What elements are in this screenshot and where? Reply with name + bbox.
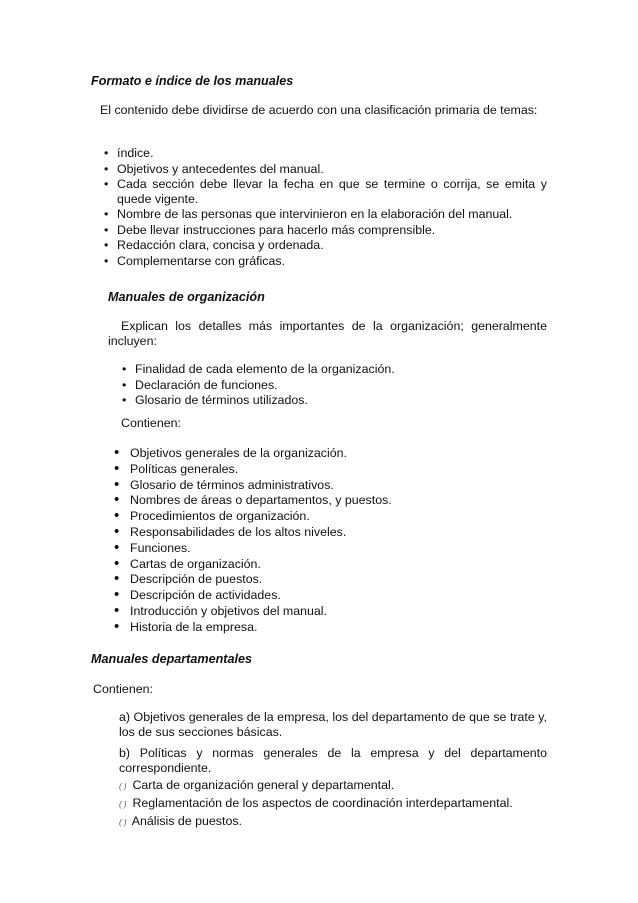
list-item: • Glosario de términos administrativos. — [130, 478, 547, 494]
checkbox-placeholder-icon: ( ) — [119, 818, 127, 827]
page-title: Formato e índice de los manuales — [91, 74, 294, 88]
list-item: • Objetivos generales de la organización. — [130, 446, 547, 462]
list-item: ( ) Carta de organización general y departamental. — [119, 777, 549, 795]
list-item: • Políticas generales. — [130, 462, 547, 478]
list-item: ( ) Análisis de puestos. — [119, 813, 549, 831]
list-item: • Declaración de funciones. — [135, 378, 547, 394]
list-item: • Finalidad de cada elemento de la organización. — [135, 362, 547, 378]
list-item: • Procedimientos de organización. — [130, 509, 547, 525]
list-item: • Descripción de puestos. — [130, 572, 547, 588]
organizacion-intro: Explican los detalles más importantes de la organización; generalmente incluyen: — [108, 319, 547, 348]
list-item: • Responsabilidades de los altos niveles. — [130, 525, 547, 541]
list-item: • Complementarse con gráficas. — [117, 254, 547, 270]
list-item: • Redacción clara, concisa y ordenada. — [117, 238, 547, 254]
list-item: • Descripción de actividades. — [130, 588, 547, 604]
list-item: • Cada sección debe llevar la fecha en que se termine o corrija, se emita y quede vigente. — [117, 177, 547, 207]
list-item: • Historia de la empresa. — [130, 620, 547, 636]
list-item: • Glosario de términos utilizados. — [135, 393, 547, 409]
dept-sub-list — [119, 777, 549, 831]
list-item: • Objetivos y antecedentes del manual. — [117, 162, 547, 178]
list-item: • Nombre de las personas que intervinieron en la elaboración del manual. — [117, 207, 547, 223]
list-item: • Nombres de áreas o departamentos, y puestos. — [130, 493, 547, 509]
intro-list — [117, 146, 547, 270]
organizacion-list — [135, 362, 547, 409]
dept-contienen-label: Contienen: — [93, 682, 153, 696]
section-heading-departamentales: Manuales departamentales — [91, 652, 252, 666]
dept-item-a: a) Objetivos generales de la empresa, los del departamento de que se trate y, los de sus secciones básicas. — [119, 710, 547, 739]
list-item: • índice. — [117, 146, 547, 162]
intro-paragraph: El contenido debe dividirse de acuerdo con una clasificación primaria de temas: — [100, 103, 538, 117]
dept-item-b: b) Políticas y normas generales de la empresa y del departamento correspondiente. — [119, 746, 547, 775]
checkbox-placeholder-icon: ( ) — [119, 800, 127, 809]
list-item: • Funciones. — [130, 541, 547, 557]
list-item: ( ) Reglamentación de los aspectos de coordinación interdepartamental. — [119, 795, 549, 813]
list-item: • Introducción y objetivos del manual. — [130, 604, 547, 620]
list-item: • Debe llevar instrucciones para hacerlo más comprensible. — [117, 223, 547, 239]
list-item: • Cartas de organización. — [130, 557, 547, 573]
organizacion-contents-list — [130, 446, 547, 636]
checkbox-placeholder-icon: ( ) — [119, 782, 127, 791]
contienen-label: Contienen: — [121, 416, 181, 430]
section-heading-organizacion: Manuales de organización — [108, 290, 265, 304]
